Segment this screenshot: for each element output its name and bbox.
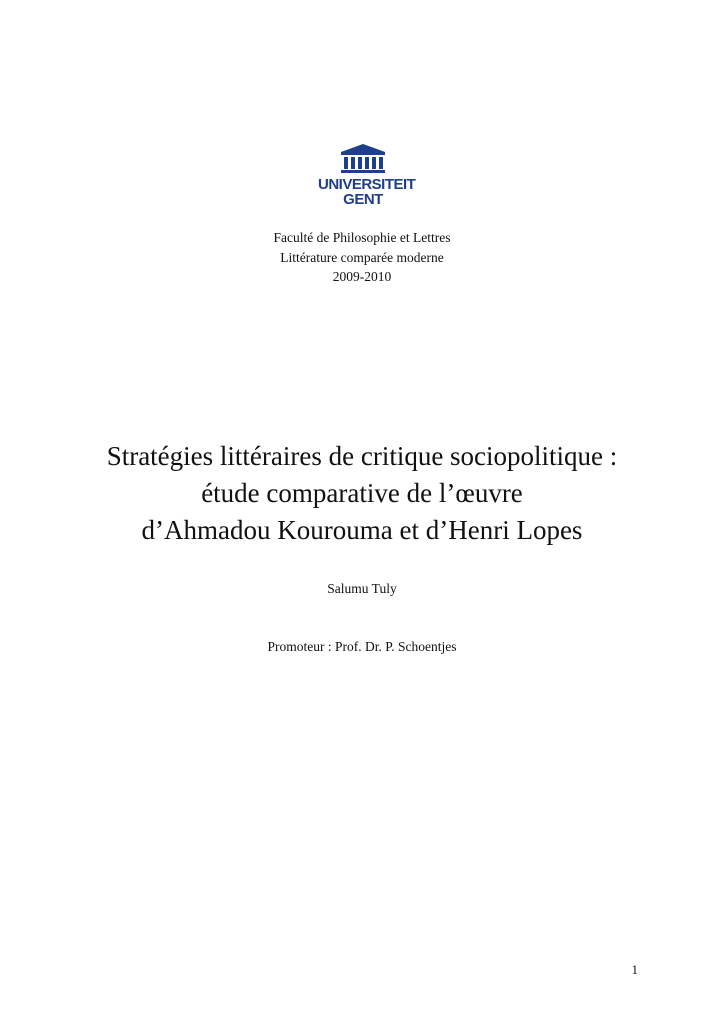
academic-year: 2009-2010	[332, 269, 392, 284]
university-building-icon	[318, 143, 408, 177]
title-line-2: étude comparative de l’œuvre	[201, 478, 523, 508]
faculty-info	[0, 228, 724, 287]
university-logo	[318, 143, 416, 209]
logo-text-universiteit: UNIVERSITEIT	[318, 176, 416, 193]
promoter-line: Promoteur : Prof. Dr. P. Schoentjes	[267, 639, 457, 654]
author-name: Salumu Tuly	[327, 581, 397, 596]
department-name: Littérature comparée moderne	[280, 249, 444, 265]
logo-text-gent: GENT	[343, 191, 383, 208]
faculty-name: Faculté de Philosophie et Lettres	[273, 230, 451, 245]
thesis-title	[0, 438, 724, 549]
title-line-1: Stratégies littéraires de critique sociopolitique :	[106, 441, 618, 471]
title-line-3: d’Ahmadou Kourouma et d’Henri Lopes	[141, 515, 583, 545]
page-number: 1	[631, 962, 638, 977]
